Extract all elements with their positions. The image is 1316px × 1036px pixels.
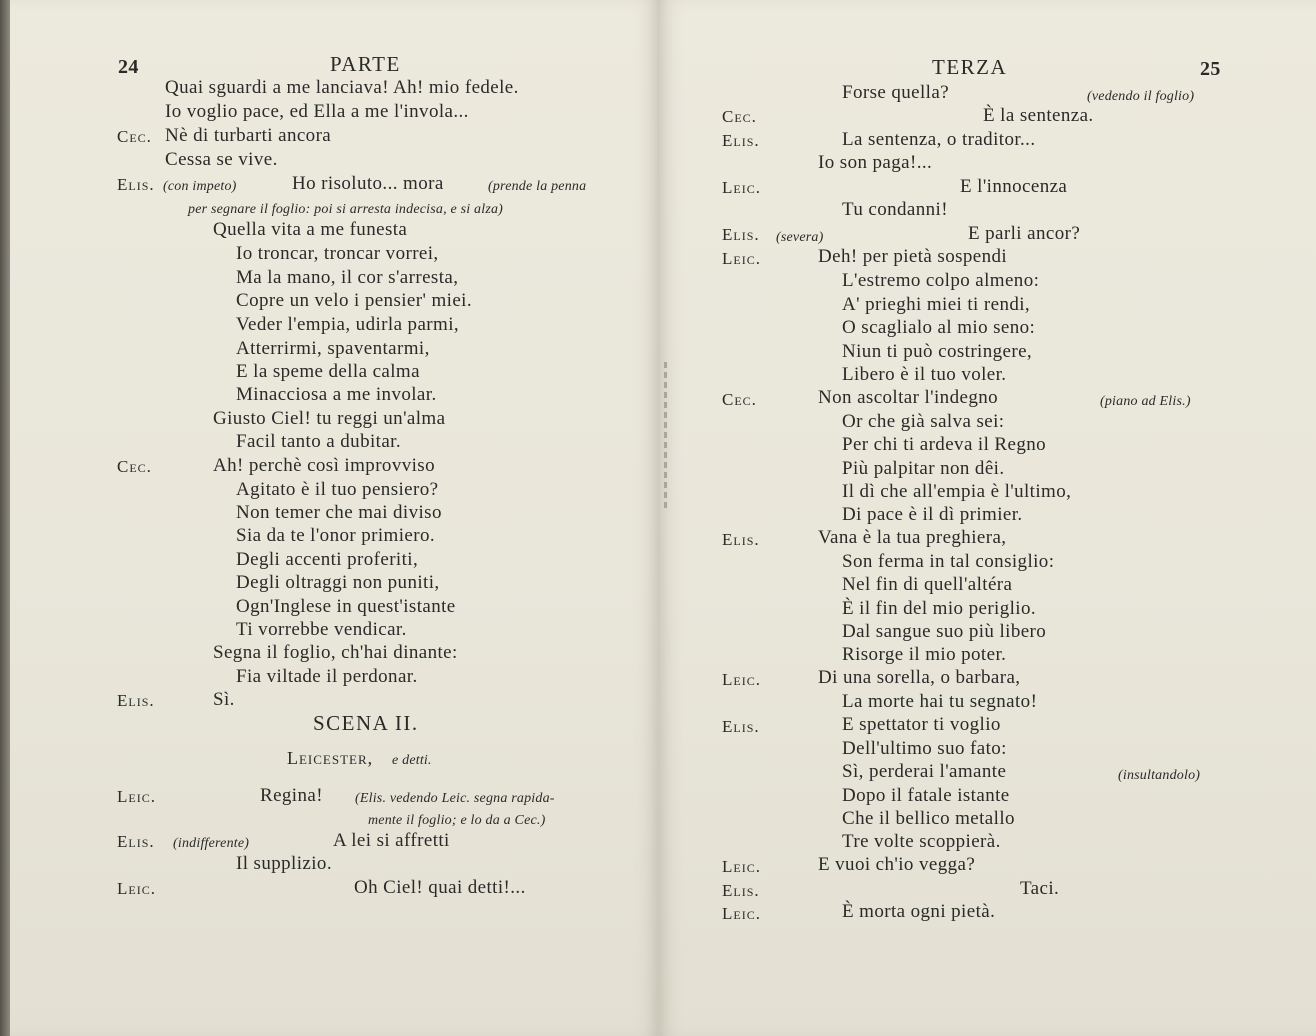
verse-line: Sì. — [213, 689, 235, 710]
verse-line: Sì, perderai l'amante — [842, 761, 1007, 782]
verse-line: O scaglialo al mio seno: — [842, 317, 1036, 338]
verse-line: E la speme della calma — [236, 361, 420, 382]
verse-line: Forse quella? — [842, 82, 950, 103]
verse-line: Nè di turbarti ancora — [165, 125, 332, 146]
verse-line: Di una sorella, o barbara, — [818, 667, 1021, 688]
verse-line: Ho risoluto... mora — [292, 173, 444, 194]
stage-direction: (prende la penna — [488, 179, 587, 194]
stage-direction: (piano ad Elis.) — [1100, 394, 1191, 409]
verse-line: La morte hai tu segnato! — [842, 691, 1038, 712]
stage-direction: (indifferente) — [173, 836, 250, 851]
verse-line: Per chi ti ardeva il Regno — [842, 434, 1047, 455]
verse-line: Tre volte scoppierà. — [842, 831, 1001, 852]
stage-direction: (con impeto) — [163, 179, 237, 194]
verse-line: Sia da te l'onor primiero. — [236, 525, 436, 546]
verse-line: Agitato è il tuo pensiero? — [236, 479, 439, 500]
speaker-label: Leic. — [722, 857, 761, 876]
stage-direction: per segnare il foglio: poi si arresta indecisa, e si alza) — [188, 202, 504, 217]
verse-line: Cessa se vive. — [165, 149, 278, 170]
page-edge — [0, 0, 10, 1036]
verse-line: Più palpitar non dêi. — [842, 458, 1005, 479]
verse-line: Non temer che mai diviso — [236, 502, 442, 523]
verse-line: Quai sguardi a me lanciava! Ah! mio fedele. — [165, 77, 519, 98]
verse-line: Non ascoltar l'indegno — [818, 387, 999, 408]
verse-line: Facil tanto a dubitar. — [236, 431, 401, 452]
verse-line: E parli ancor? — [968, 223, 1081, 244]
verse-line: Risorge il mio poter. — [842, 644, 1007, 665]
character-entry: Leicester, — [287, 748, 374, 768]
speaker-label: Cec. — [722, 390, 757, 409]
verse-line: E l'innocenza — [960, 176, 1068, 197]
stage-direction: mente il foglio; e lo da a Cec.) — [368, 813, 546, 828]
speaker-label: Leic. — [117, 879, 156, 898]
speaker-label: Leic. — [722, 249, 761, 268]
verse-line: Vana è la tua preghiera, — [818, 527, 1007, 548]
verse-line: Son ferma in tal consiglio: — [842, 551, 1055, 572]
verse-line: Dopo il fatale istante — [842, 785, 1010, 806]
speaker-label: Cec. — [722, 107, 757, 126]
verse-line: A lei si affretti — [333, 830, 450, 851]
verse-line: Segna il foglio, ch'hai dinante: — [213, 642, 458, 663]
verse-line: Dal sangue suo più libero — [842, 621, 1047, 642]
verse-line: Che il bellico metallo — [842, 808, 1015, 829]
verse-line: E spettator ti voglio — [842, 714, 1001, 735]
verse-line: Minacciosa a me involar. — [236, 384, 437, 405]
speaker-label: Leic. — [722, 904, 761, 923]
speaker-label: Elis. — [722, 530, 760, 549]
verse-line: Copre un velo i pensier' miei. — [236, 290, 472, 311]
stage-direction: e detti. — [392, 753, 432, 768]
stage-direction: (vedendo il foglio) — [1087, 89, 1195, 104]
speaker-label: Elis. — [117, 832, 155, 851]
verse-line: Il supplizio. — [236, 853, 332, 874]
running-head: PARTE — [330, 52, 401, 76]
verse-line: L'estremo colpo almeno: — [842, 270, 1040, 291]
verse-line: Libero è il tuo voler. — [842, 364, 1007, 385]
speaker-label: Leic. — [722, 178, 761, 197]
speaker-label: Elis. — [722, 225, 760, 244]
speaker-label: Elis. — [117, 691, 155, 710]
verse-line: Degli oltraggi non puniti, — [236, 572, 440, 593]
verse-line: Atterrirmi, spaventarmi, — [236, 338, 430, 359]
binding-stitch — [664, 362, 667, 512]
verse-line: Ogn'Inglese in quest'istante — [236, 596, 456, 617]
stage-direction: (insultandolo) — [1118, 768, 1201, 783]
verse-line: Veder l'empia, udirla parmi, — [236, 314, 460, 335]
verse-line: Or che già salva sei: — [842, 411, 1005, 432]
speaker-label: Elis. — [722, 881, 760, 900]
verse-line: Ma la mano, il cor s'arresta, — [236, 267, 459, 288]
verse-line: E vuoi ch'io vegga? — [818, 854, 976, 875]
page-number: 25 — [1200, 58, 1221, 80]
verse-line: È la sentenza. — [983, 105, 1094, 126]
verse-line: Il dì che all'empia è l'ultimo, — [842, 481, 1072, 502]
scene-heading: SCENA II. — [313, 711, 419, 735]
verse-line: Ti vorrebbe vendicar. — [236, 619, 407, 640]
verse-line: Ah! perchè così improvviso — [213, 455, 435, 476]
verse-line: Io son paga!... — [818, 152, 933, 173]
verse-line: A' prieghi miei ti rendi, — [842, 294, 1031, 315]
verse-line: Tu condanni! — [842, 199, 948, 220]
verse-line: Taci. — [1020, 878, 1060, 899]
verse-line: Regina! — [260, 785, 323, 806]
speaker-label: Elis. — [117, 175, 155, 194]
verse-line: Quella vita a me funesta — [213, 219, 408, 240]
stage-direction: (severa) — [776, 230, 824, 245]
verse-line: La sentenza, o traditor... — [842, 129, 1036, 150]
verse-line: È il fin del mio periglio. — [842, 598, 1037, 619]
stage-direction: (Elis. vedendo Leic. segna rapida- — [355, 791, 555, 806]
speaker-label: Cec. — [117, 127, 152, 146]
speaker-label: Leic. — [117, 787, 156, 806]
verse-line: Deh! per pietà sospendi — [818, 246, 1008, 267]
speaker-label: Leic. — [722, 670, 761, 689]
verse-line: Io troncar, troncar vorrei, — [236, 243, 439, 264]
speaker-label: Elis. — [722, 717, 760, 736]
verse-line: Dell'ultimo suo fato: — [842, 738, 1007, 759]
running-head: TERZA — [932, 55, 1008, 79]
speaker-label: Cec. — [117, 457, 152, 476]
verse-line: Niun ti può costringere, — [842, 341, 1033, 362]
verse-line: Di pace è il dì primier. — [842, 504, 1023, 525]
page-number: 24 — [118, 56, 139, 78]
verse-line: Nel fin di quell'altéra — [842, 574, 1013, 595]
verse-line: Fia viltade il perdonar. — [236, 666, 418, 687]
verse-line: Degli accenti proferiti, — [236, 549, 419, 570]
verse-line: È morta ogni pietà. — [842, 901, 996, 922]
speaker-label: Elis. — [722, 131, 760, 150]
verse-line: Io voglio pace, ed Ella a me l'invola... — [165, 101, 469, 122]
verse-line: Oh Ciel! quai detti!... — [354, 877, 526, 898]
verse-line: Giusto Ciel! tu reggi un'alma — [213, 408, 446, 429]
